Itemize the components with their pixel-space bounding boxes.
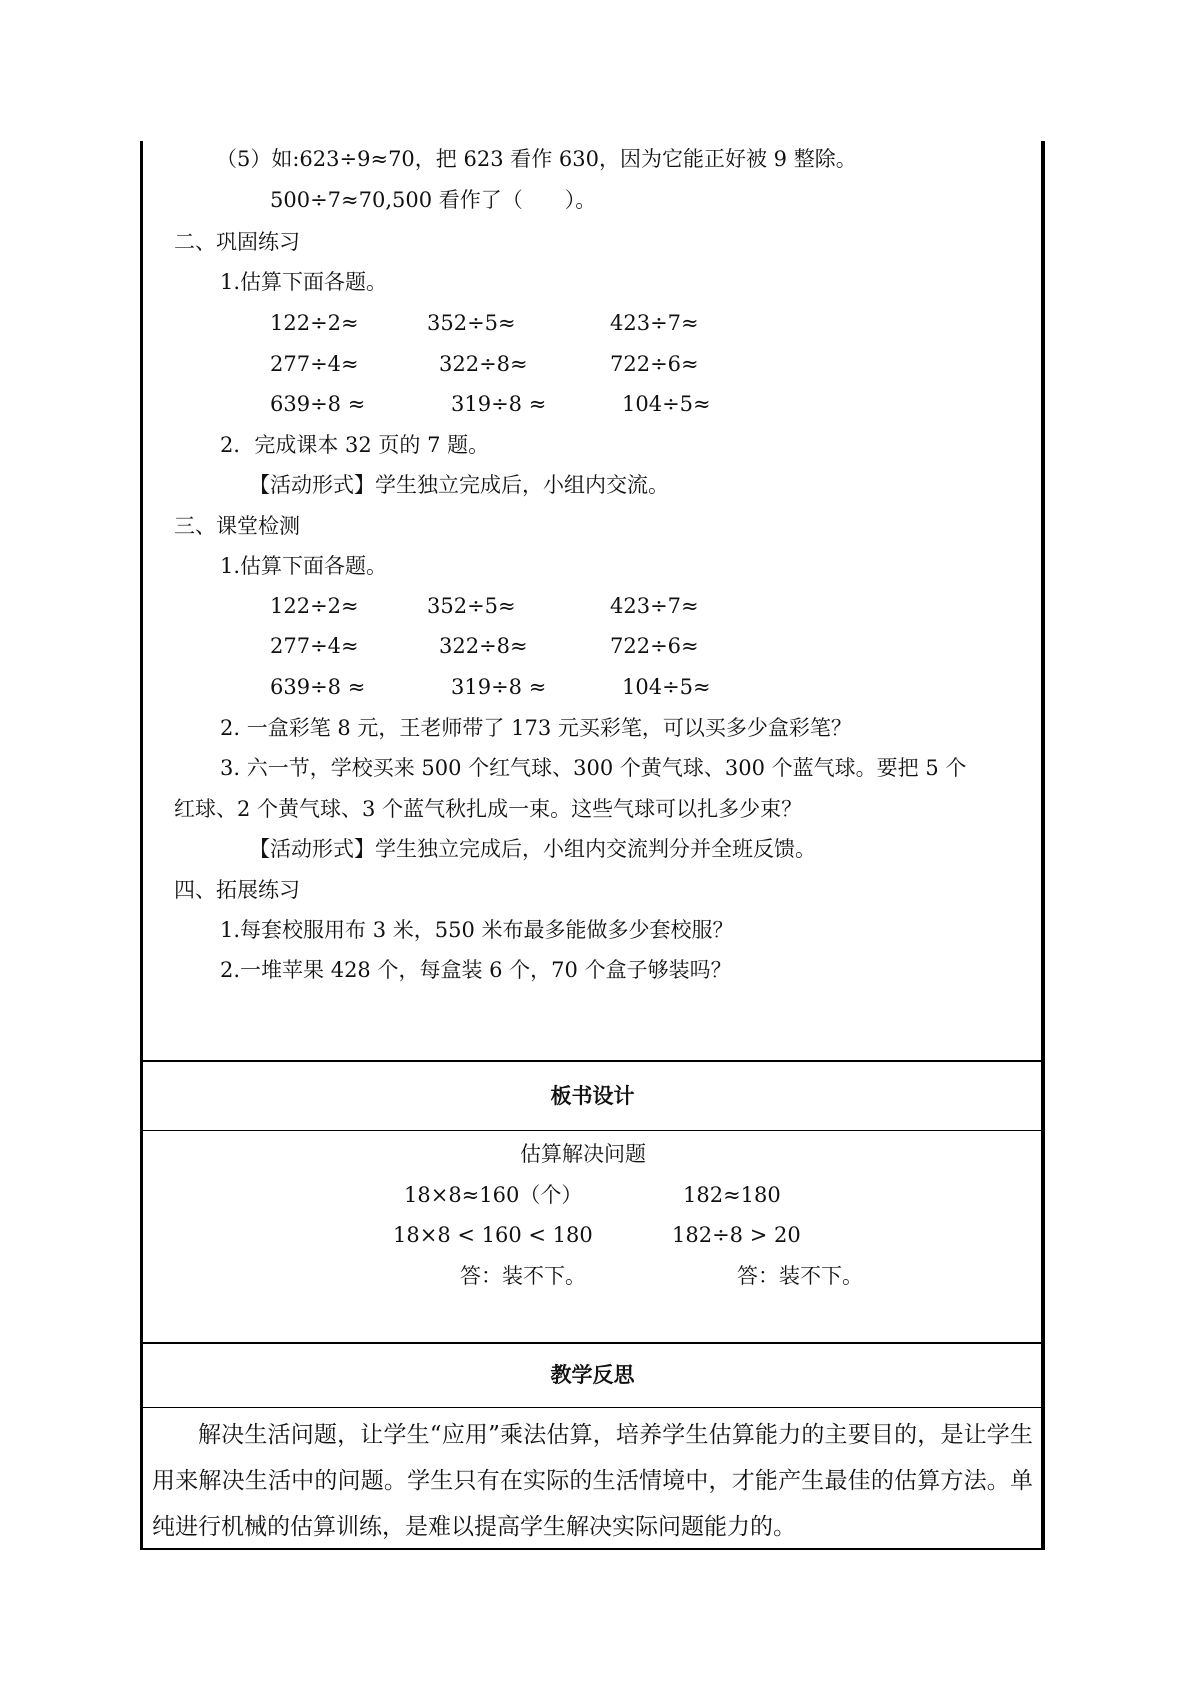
exercise-item: 639÷8 ≈ [270,392,366,416]
row-divider [140,1342,1045,1344]
section3-activity: 【活动形式】学生独立完成后，小组内交流判分并全班反馈。 [249,837,816,861]
board-title: 估算解决问题 [520,1142,646,1166]
board-right-line1: 182≈180 [683,1183,781,1207]
exercise-item: 319÷8 ≈ [451,392,547,416]
exercise-item: 722÷6≈ [610,352,699,376]
section3-title: 三、课堂检测 [174,514,300,538]
board-left-line2: 18×8 < 160 < 180 [393,1223,593,1247]
exercise-item: 277÷4≈ [270,352,359,376]
section2-question2: 2．完成课本 32 页的 7 题。 [220,433,490,457]
reflection-text: 解决生活问题，让学生“应用”乘法估算，培养学生估算能力的主要目的，是让学生用来解决生活中的问题。学生只有在实际的生活情境中，才能产生最佳的估算方法。单纯进行机械的估算训练，是难以提高学生解决实际问题能力的。 [152,1422,1033,1540]
section4-title: 四、拓展练习 [174,878,300,902]
exercise-item: 319÷8 ≈ [451,675,547,699]
lesson-table [140,141,1045,1550]
exercise-item: 722÷6≈ [610,634,699,658]
exercise-item: 423÷7≈ [610,311,699,335]
left-border [140,141,143,1550]
board-header: 板书设计 [550,1084,635,1108]
exercise-item: 423÷7≈ [610,594,699,618]
reflection-header: 教学反思 [550,1363,635,1387]
exercise-item: 352÷5≈ [427,311,516,335]
section3-question3-line2: 红球、2 个黄气球、3 个蓝气秋扎成一束。这些气球可以扎多少束？ [174,797,803,821]
exercise-item: 322÷8≈ [439,634,528,658]
exercise-item: 322÷8≈ [439,352,528,376]
board-left-answer: 答：装不下。 [460,1264,586,1288]
section4-question1: 1.每套校服用布 3 米，550 米布最多能做多少套校服？ [220,918,734,942]
section2-activity: 【活动形式】学生独立完成后，小组内交流。 [249,473,669,497]
section2-title: 二、巩固练习 [174,230,300,254]
exercise-item: 122÷2≈ [270,311,359,335]
board-right-answer: 答：装不下。 [737,1264,863,1288]
right-border [1041,141,1045,1550]
row-divider [140,1407,1045,1408]
exercise-item: 639÷8 ≈ [270,675,366,699]
row-divider [140,1060,1045,1062]
exercise-item: 352÷5≈ [427,594,516,618]
section2-question1: 1.估算下面各题。 [220,270,388,294]
section3-question3-line1: 3. 六一节，学校买来 500 个红气球、300 个黄气球、300 个蓝气球。要把 5 个 [220,756,967,780]
section4-question2: 2.一堆苹果 428 个，每盒装 6 个，70 个盒子够装吗？ [220,958,732,982]
item5-line2: 500÷7≈70,500 看作了（ ）。 [270,188,597,212]
exercise-item: 104÷5≈ [622,392,711,416]
row-divider [140,1130,1045,1131]
section3-question2: 2. 一盒彩笔 8 元，王老师带了 173 元买彩笔，可以买多少盒彩笔？ [220,716,852,740]
section3-question1: 1.估算下面各题。 [220,554,388,578]
board-left-line1: 18×8≈160（个） [404,1183,583,1207]
exercise-item: 277÷4≈ [270,634,359,658]
exercise-item: 104÷5≈ [622,675,711,699]
exercise-item: 122÷2≈ [270,594,359,618]
item5-line1: （5）如:623÷9≈70，把 623 看作 630，因为它能正好被 9 整除。 [216,147,857,171]
board-right-line2: 182÷8 > 20 [672,1223,801,1247]
